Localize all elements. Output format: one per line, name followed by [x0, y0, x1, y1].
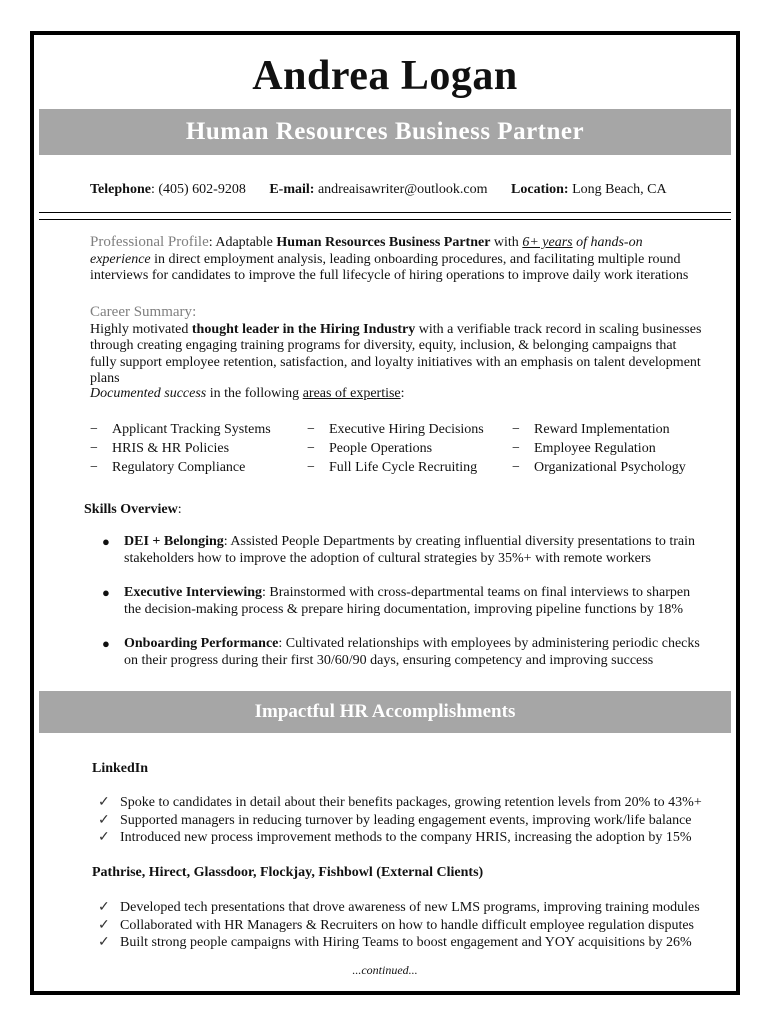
- contact-line: [90, 182, 667, 198]
- expertise-column: [512, 420, 686, 477]
- candidate-name: Andrea Logan: [252, 53, 518, 99]
- list-item: − HRIS & HR Policies: [90, 441, 230, 456]
- check-icon: ✓: [98, 795, 110, 810]
- accomplishments-banner: Impactful HR Accomplishments: [39, 691, 731, 733]
- list-item: ✓ Developed tech presentations that drove awareness of new LMS programs, improving training modules: [98, 900, 700, 915]
- telephone-value: : (405) 602-9208: [150, 182, 246, 197]
- list-item: − Applicant Tracking Systems: [90, 422, 271, 437]
- expertise-column: [90, 420, 271, 477]
- telephone-label: Telephone: [90, 182, 151, 197]
- check-icon: ✓: [98, 900, 110, 915]
- skills-heading: Skills Overview:: [84, 502, 182, 517]
- email-label: E-mail:: [269, 182, 315, 197]
- list-item: − People Operations: [307, 441, 433, 456]
- skill-item: ● Onboarding Performance: Cultivated relationships with employees by administering periodic checks on their progress during their first 30/60/90 days, ensuring competency and improving success: [102, 636, 700, 668]
- check-icon: ✓: [98, 935, 110, 950]
- accomplishment-list: [98, 794, 702, 847]
- skill-item: ● DEI + Belonging: Assisted People Departments by creating influential diversity presentations to train stakeholders how to improve the adoption of cultural strategies by 35%+ with remote workers: [102, 534, 696, 566]
- resume-page: [30, 31, 740, 995]
- list-item: − Executive Hiring Decisions: [307, 422, 484, 437]
- section-heading-linkedin: LinkedIn: [92, 761, 149, 776]
- bullet-icon: ●: [102, 636, 110, 651]
- expertise-column: [307, 420, 484, 477]
- job-title-banner: Human Resources Business Partner: [39, 109, 731, 155]
- list-item: − Organizational Psychology: [512, 460, 686, 475]
- location-value: Long Beach, CA: [572, 182, 667, 197]
- list-item: ✓ Spoke to candidates in detail about their benefits packages, growing retention levels from 20% to 43%+: [98, 795, 702, 810]
- career-summary: Career Summary: Highly motivated thought leader in the Hiring Industry with a verifiable track record in scaling businesses through creating engaging training programs for diversity, equity, inclusion, & belonging campaigns that fully support employee retention, satisfaction, and loyalty initiatives with an emphasis on talent development plans: [90, 304, 702, 386]
- list-item: ✓ Supported managers in reducing turnover by leading engagement events, improving work/life balance: [98, 812, 692, 828]
- list-item: ✓ Built strong people campaigns with Hiring Teams to boost engagement and YOY acquisitions by 26%: [98, 935, 692, 950]
- career-heading: Career Summary: [90, 304, 193, 320]
- continued-note: ...continued...: [352, 963, 418, 977]
- profile-heading: Professional Profile: [90, 234, 209, 250]
- list-item: − Employee Regulation: [512, 441, 656, 456]
- list-item: − Reward Implementation: [512, 422, 670, 437]
- expertise-intro: Documented success in the following areas of expertise:: [90, 386, 405, 401]
- accomplishment-list: [98, 899, 700, 952]
- divider: [39, 219, 731, 220]
- bullet-icon: ●: [102, 585, 110, 600]
- list-item: − Regulatory Compliance: [90, 460, 246, 475]
- divider: [39, 212, 731, 213]
- bullet-icon: ●: [102, 534, 110, 549]
- skill-item: ● Executive Interviewing: Brainstormed with cross-departmental teams on final interviews to sharpen the decision-making process & prepare hiring documentation, improving pipeline functions by 18%: [102, 585, 691, 617]
- check-icon: ✓: [98, 830, 110, 845]
- location-label: Location:: [511, 182, 569, 197]
- check-icon: ✓: [98, 812, 110, 828]
- list-item: − Full Life Cycle Recruiting: [307, 460, 478, 475]
- section-heading-external-clients: Pathrise, Hirect, Glassdoor, Flockjay, Fishbowl (External Clients): [92, 865, 484, 880]
- email-value[interactable]: andreaisawriter@outlook.com: [317, 182, 488, 197]
- check-icon: ✓: [98, 917, 110, 933]
- list-item: ✓ Collaborated with HR Managers & Recruiters on how to handle difficult employee regulation disputes: [98, 917, 694, 933]
- list-item: ✓ Introduced new process improvement methods to the company HRIS, increasing the adoption by 15%: [98, 830, 692, 845]
- professional-profile: Professional Profile: Adaptable Human Resources Business Partner with 6+ years of hands-on experience in direct employment analysis, leading onboarding procedures, and facilitating multiple round interviews for candidates to improve the full lifecycle of hiring operations to improve daily work iterations: [90, 234, 689, 283]
